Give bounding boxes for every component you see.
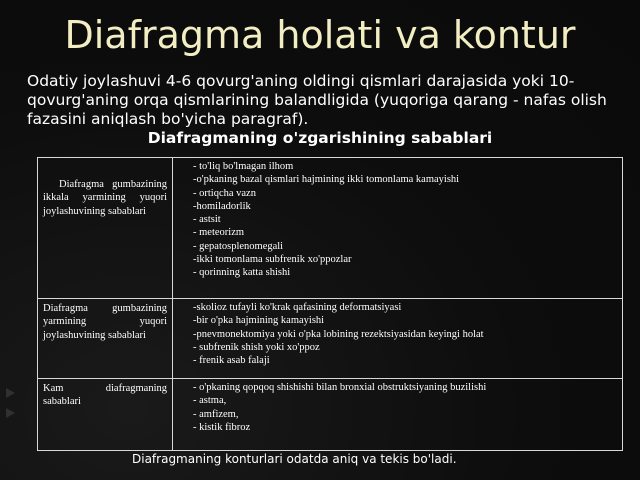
list-item: -skolioz tufayli ko'krak qafasining deformatsiyasi [193,302,402,313]
list-item: -o'pkaning bazal qismlari hajmining ikki tomonlama kamayishi [193,174,460,186]
category-cell: Kam diafragmaning sabablari [38,379,173,451]
footer-note: Diafragmaning konturlari odatda aniq va tekis bo'ladi. [132,452,457,466]
table-row [38,299,623,379]
list-item: - o'pkaning qopqoq shishishi bilan bronxial obstruktsiyaning buzilishi [193,382,487,393]
list-item: - astma, [193,395,227,407]
list-item: - gepatosplenomegali [193,240,284,252]
table-title: Diafragmaning o'zgarishining sabablari [147,129,493,147]
reasons-table [37,157,623,451]
decorative-arrow-icon [6,408,15,418]
list-item: -bir o'pka hajmining kamayishi [193,315,325,327]
list-item: -pnevmonektomiya yoki o'pka lobining rezektsiyasidan keyingi holat [193,328,484,340]
list-item: -ikki tomonlama subfrenik xo'ppozlar [193,254,352,266]
reasons-list-cell [173,299,623,379]
reasons-list-cell [173,379,623,451]
list-item: - meteorizm [193,227,245,239]
list-item: - qorinning katta shishi [193,267,291,279]
list-item: - frenik asab falaji [193,355,270,367]
list-item: - ortiqcha vazn [193,187,256,199]
list-item: -homiladorlik [193,200,251,212]
list-item: - subfrenik shish yoki xo'ppoz [193,341,320,353]
decorative-arrow-icon [6,388,15,398]
list-item: - astsit [193,214,221,226]
table-row [38,158,623,299]
list-item: - kistik fibroz [193,421,251,433]
category-cell: Diafragma gumbazining yarmining yuqori joylashuvining sabablari [38,299,173,379]
table-row [38,379,623,451]
category-cell: Diafragma gumbazining ikkala yarmining yuqori joylashuvining sabablari [38,158,173,299]
reasons-list-cell [173,158,623,299]
list-item: - to'liq bo'lmagan ilhom [193,161,294,172]
list-item: - amfizem, [193,408,239,420]
slide-title: Diafragma holati va kontur [64,13,576,57]
intro-paragraph: Odatiy joylashuvi 4-6 qovurg'aning oldingi qismlari darajasida yoki 10-qovurg'aning orqa qismlarining balandligida (yuqoriga qarang - nafas olish fazasini aniqlash bo'yicha paragraf). [27,72,607,128]
